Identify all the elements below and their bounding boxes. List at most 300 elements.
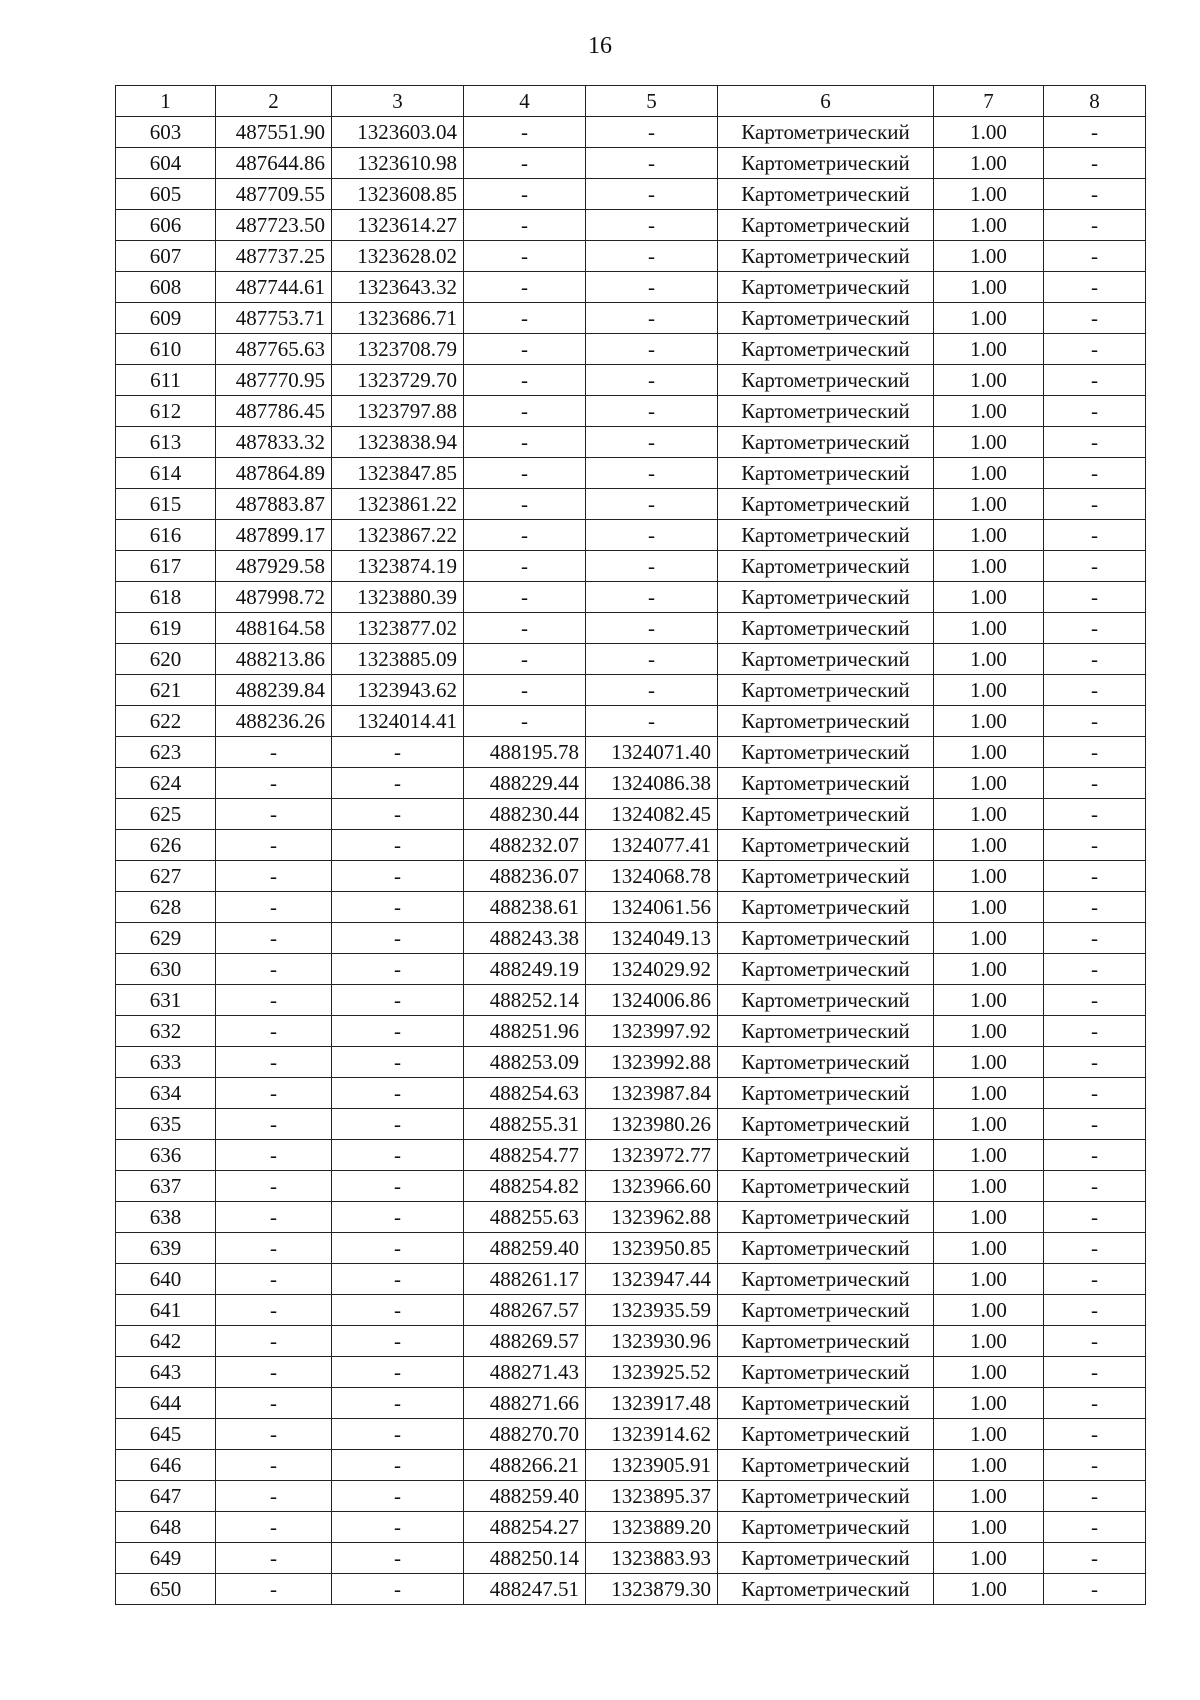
cell-x-new: - bbox=[464, 613, 586, 644]
coordinates-table bbox=[115, 85, 1146, 1605]
cell-point-number: 607 bbox=[116, 241, 216, 272]
cell-y-new: - bbox=[586, 489, 718, 520]
cell-y-new: - bbox=[586, 210, 718, 241]
cell-x-old: 487833.32 bbox=[216, 427, 332, 458]
cell-x-new: - bbox=[464, 179, 586, 210]
cell-point-number: 610 bbox=[116, 334, 216, 365]
cell-accuracy: 1.00 bbox=[934, 396, 1044, 427]
cell-accuracy: 1.00 bbox=[934, 1295, 1044, 1326]
table-row bbox=[116, 923, 1146, 954]
cell-x-old: - bbox=[216, 1233, 332, 1264]
cell-x-old: 487883.87 bbox=[216, 489, 332, 520]
cell-point-number: 619 bbox=[116, 613, 216, 644]
cell-y-new: 1324049.13 bbox=[586, 923, 718, 954]
cell-method: Картометрический bbox=[718, 365, 934, 396]
table-row bbox=[116, 396, 1146, 427]
cell-point-number: 643 bbox=[116, 1357, 216, 1388]
cell-x-new: 488254.27 bbox=[464, 1512, 586, 1543]
cell-description: - bbox=[1044, 582, 1146, 613]
table-row bbox=[116, 1078, 1146, 1109]
table-row bbox=[116, 334, 1146, 365]
cell-y-new: 1323883.93 bbox=[586, 1543, 718, 1574]
table-row bbox=[116, 1388, 1146, 1419]
cell-method: Картометрический bbox=[718, 954, 934, 985]
cell-accuracy: 1.00 bbox=[934, 1016, 1044, 1047]
cell-x-new: 488269.57 bbox=[464, 1326, 586, 1357]
cell-point-number: 650 bbox=[116, 1574, 216, 1605]
table-row bbox=[116, 1202, 1146, 1233]
cell-description: - bbox=[1044, 148, 1146, 179]
cell-y-old: - bbox=[332, 799, 464, 830]
cell-y-old: 1323838.94 bbox=[332, 427, 464, 458]
cell-description: - bbox=[1044, 1481, 1146, 1512]
table-row bbox=[116, 737, 1146, 768]
cell-point-number: 633 bbox=[116, 1047, 216, 1078]
cell-description: - bbox=[1044, 1047, 1146, 1078]
cell-accuracy: 1.00 bbox=[934, 1233, 1044, 1264]
cell-point-number: 614 bbox=[116, 458, 216, 489]
cell-description: - bbox=[1044, 985, 1146, 1016]
table-row bbox=[116, 1450, 1146, 1481]
cell-point-number: 647 bbox=[116, 1481, 216, 1512]
cell-x-old: - bbox=[216, 1171, 332, 1202]
table-row bbox=[116, 179, 1146, 210]
cell-x-new: - bbox=[464, 303, 586, 334]
cell-accuracy: 1.00 bbox=[934, 1078, 1044, 1109]
cell-x-new: 488271.66 bbox=[464, 1388, 586, 1419]
cell-point-number: 622 bbox=[116, 706, 216, 737]
cell-x-old: - bbox=[216, 985, 332, 1016]
cell-accuracy: 1.00 bbox=[934, 489, 1044, 520]
cell-description: - bbox=[1044, 737, 1146, 768]
page-number: 16 bbox=[588, 33, 612, 59]
cell-x-new: 488254.63 bbox=[464, 1078, 586, 1109]
cell-description: - bbox=[1044, 675, 1146, 706]
cell-y-new: - bbox=[586, 117, 718, 148]
cell-description: - bbox=[1044, 489, 1146, 520]
table-row bbox=[116, 1016, 1146, 1047]
cell-x-old: - bbox=[216, 923, 332, 954]
cell-method: Картометрический bbox=[718, 1047, 934, 1078]
cell-accuracy: 1.00 bbox=[934, 520, 1044, 551]
cell-method: Картометрический bbox=[718, 1171, 934, 1202]
cell-point-number: 634 bbox=[116, 1078, 216, 1109]
cell-y-new: 1324071.40 bbox=[586, 737, 718, 768]
cell-description: - bbox=[1044, 954, 1146, 985]
cell-point-number: 606 bbox=[116, 210, 216, 241]
cell-y-new: 1324077.41 bbox=[586, 830, 718, 861]
cell-y-new: 1323889.20 bbox=[586, 1512, 718, 1543]
cell-point-number: 616 bbox=[116, 520, 216, 551]
cell-accuracy: 1.00 bbox=[934, 613, 1044, 644]
cell-y-old: 1323847.85 bbox=[332, 458, 464, 489]
cell-description: - bbox=[1044, 1357, 1146, 1388]
cell-y-old: - bbox=[332, 1574, 464, 1605]
cell-point-number: 637 bbox=[116, 1171, 216, 1202]
cell-y-old: - bbox=[332, 830, 464, 861]
cell-method: Картометрический bbox=[718, 427, 934, 458]
cell-y-old: 1323880.39 bbox=[332, 582, 464, 613]
cell-point-number: 617 bbox=[116, 551, 216, 582]
cell-accuracy: 1.00 bbox=[934, 1202, 1044, 1233]
cell-method: Картометрический bbox=[718, 179, 934, 210]
table-row bbox=[116, 861, 1146, 892]
cell-method: Картометрический bbox=[718, 1016, 934, 1047]
header-cell-col-7: 7 bbox=[934, 86, 1044, 117]
cell-point-number: 636 bbox=[116, 1140, 216, 1171]
cell-x-new: 488252.14 bbox=[464, 985, 586, 1016]
cell-y-new: 1323972.77 bbox=[586, 1140, 718, 1171]
cell-y-old: - bbox=[332, 1109, 464, 1140]
cell-y-old: - bbox=[332, 985, 464, 1016]
cell-description: - bbox=[1044, 830, 1146, 861]
cell-y-old: - bbox=[332, 737, 464, 768]
cell-description: - bbox=[1044, 1264, 1146, 1295]
cell-y-new: 1324061.56 bbox=[586, 892, 718, 923]
cell-point-number: 623 bbox=[116, 737, 216, 768]
cell-method: Картометрический bbox=[718, 303, 934, 334]
cell-y-old: - bbox=[332, 1202, 464, 1233]
cell-description: - bbox=[1044, 179, 1146, 210]
cell-y-new: 1323997.92 bbox=[586, 1016, 718, 1047]
cell-description: - bbox=[1044, 427, 1146, 458]
cell-x-new: - bbox=[464, 365, 586, 396]
cell-x-old: 487723.50 bbox=[216, 210, 332, 241]
cell-x-old: 487899.17 bbox=[216, 520, 332, 551]
cell-method: Картометрический bbox=[718, 1264, 934, 1295]
cell-point-number: 604 bbox=[116, 148, 216, 179]
cell-y-new: 1323914.62 bbox=[586, 1419, 718, 1450]
cell-method: Картометрический bbox=[718, 458, 934, 489]
cell-description: - bbox=[1044, 365, 1146, 396]
table-row bbox=[116, 1419, 1146, 1450]
table-row bbox=[116, 489, 1146, 520]
cell-accuracy: 1.00 bbox=[934, 334, 1044, 365]
cell-x-old: - bbox=[216, 892, 332, 923]
cell-accuracy: 1.00 bbox=[934, 303, 1044, 334]
table-row bbox=[116, 210, 1146, 241]
cell-accuracy: 1.00 bbox=[934, 1357, 1044, 1388]
cell-x-old: 487709.55 bbox=[216, 179, 332, 210]
cell-method: Картометрический bbox=[718, 396, 934, 427]
cell-y-old: - bbox=[332, 1357, 464, 1388]
cell-method: Картометрический bbox=[718, 1357, 934, 1388]
cell-description: - bbox=[1044, 1574, 1146, 1605]
cell-x-old: - bbox=[216, 1481, 332, 1512]
table-row bbox=[116, 985, 1146, 1016]
table-row bbox=[116, 272, 1146, 303]
cell-y-old: - bbox=[332, 1419, 464, 1450]
table-row bbox=[116, 1357, 1146, 1388]
cell-accuracy: 1.00 bbox=[934, 117, 1044, 148]
cell-method: Картометрический bbox=[718, 1388, 934, 1419]
cell-method: Картометрический bbox=[718, 768, 934, 799]
cell-y-old: - bbox=[332, 1140, 464, 1171]
cell-x-new: - bbox=[464, 551, 586, 582]
cell-y-old: - bbox=[332, 1543, 464, 1574]
cell-x-old: 488164.58 bbox=[216, 613, 332, 644]
cell-description: - bbox=[1044, 334, 1146, 365]
cell-accuracy: 1.00 bbox=[934, 737, 1044, 768]
table-row bbox=[116, 1233, 1146, 1264]
table-row bbox=[116, 1140, 1146, 1171]
cell-x-old: - bbox=[216, 1047, 332, 1078]
cell-method: Картометрический bbox=[718, 551, 934, 582]
cell-x-old: - bbox=[216, 768, 332, 799]
header-cell-col-2: 2 bbox=[216, 86, 332, 117]
cell-y-new: 1323947.44 bbox=[586, 1264, 718, 1295]
cell-y-old: - bbox=[332, 1171, 464, 1202]
cell-y-old: - bbox=[332, 1512, 464, 1543]
cell-accuracy: 1.00 bbox=[934, 427, 1044, 458]
cell-accuracy: 1.00 bbox=[934, 1109, 1044, 1140]
cell-y-old: - bbox=[332, 861, 464, 892]
cell-description: - bbox=[1044, 861, 1146, 892]
cell-x-new: - bbox=[464, 520, 586, 551]
cell-y-new: - bbox=[586, 458, 718, 489]
cell-description: - bbox=[1044, 117, 1146, 148]
cell-x-old: - bbox=[216, 1078, 332, 1109]
cell-accuracy: 1.00 bbox=[934, 1171, 1044, 1202]
cell-point-number: 629 bbox=[116, 923, 216, 954]
cell-x-old: - bbox=[216, 1388, 332, 1419]
cell-description: - bbox=[1044, 1140, 1146, 1171]
cell-description: - bbox=[1044, 1202, 1146, 1233]
cell-description: - bbox=[1044, 1388, 1146, 1419]
table-row bbox=[116, 117, 1146, 148]
table-row bbox=[116, 1264, 1146, 1295]
cell-y-old: - bbox=[332, 1264, 464, 1295]
cell-x-old: - bbox=[216, 1295, 332, 1326]
table-row bbox=[116, 954, 1146, 985]
cell-x-old: - bbox=[216, 1016, 332, 1047]
table-row bbox=[116, 799, 1146, 830]
cell-point-number: 635 bbox=[116, 1109, 216, 1140]
cell-y-old: - bbox=[332, 1450, 464, 1481]
cell-y-new: - bbox=[586, 148, 718, 179]
cell-x-new: 488229.44 bbox=[464, 768, 586, 799]
cell-y-new: - bbox=[586, 582, 718, 613]
table-row bbox=[116, 427, 1146, 458]
cell-description: - bbox=[1044, 1543, 1146, 1574]
cell-x-new: 488261.17 bbox=[464, 1264, 586, 1295]
cell-y-new: - bbox=[586, 706, 718, 737]
cell-point-number: 625 bbox=[116, 799, 216, 830]
cell-description: - bbox=[1044, 1171, 1146, 1202]
cell-y-old: - bbox=[332, 1295, 464, 1326]
cell-x-old: - bbox=[216, 1450, 332, 1481]
cell-description: - bbox=[1044, 1512, 1146, 1543]
header-row bbox=[116, 86, 1146, 117]
cell-method: Картометрический bbox=[718, 1140, 934, 1171]
cell-accuracy: 1.00 bbox=[934, 1326, 1044, 1357]
cell-accuracy: 1.00 bbox=[934, 830, 1044, 861]
cell-point-number: 630 bbox=[116, 954, 216, 985]
table-row bbox=[116, 768, 1146, 799]
cell-x-old: - bbox=[216, 1512, 332, 1543]
cell-point-number: 612 bbox=[116, 396, 216, 427]
cell-x-new: - bbox=[464, 148, 586, 179]
cell-y-old: 1323643.32 bbox=[332, 272, 464, 303]
cell-x-new: - bbox=[464, 582, 586, 613]
cell-method: Картометрический bbox=[718, 737, 934, 768]
cell-x-old: 488239.84 bbox=[216, 675, 332, 706]
table-body bbox=[116, 117, 1146, 1605]
cell-accuracy: 1.00 bbox=[934, 179, 1044, 210]
cell-description: - bbox=[1044, 303, 1146, 334]
cell-accuracy: 1.00 bbox=[934, 892, 1044, 923]
table-row bbox=[116, 706, 1146, 737]
table-header bbox=[116, 86, 1146, 117]
cell-description: - bbox=[1044, 892, 1146, 923]
cell-accuracy: 1.00 bbox=[934, 1512, 1044, 1543]
cell-x-new: - bbox=[464, 241, 586, 272]
cell-y-old: 1323885.09 bbox=[332, 644, 464, 675]
cell-y-new: 1323950.85 bbox=[586, 1233, 718, 1264]
cell-y-new: 1324029.92 bbox=[586, 954, 718, 985]
cell-y-old: 1323628.02 bbox=[332, 241, 464, 272]
cell-x-new: - bbox=[464, 396, 586, 427]
cell-method: Картометрический bbox=[718, 613, 934, 644]
cell-method: Картометрический bbox=[718, 241, 934, 272]
cell-method: Картометрический bbox=[718, 1481, 934, 1512]
cell-y-old: 1323603.04 bbox=[332, 117, 464, 148]
cell-y-old: - bbox=[332, 923, 464, 954]
cell-x-new: 488254.82 bbox=[464, 1171, 586, 1202]
table-row bbox=[116, 644, 1146, 675]
cell-y-new: 1324082.45 bbox=[586, 799, 718, 830]
cell-description: - bbox=[1044, 768, 1146, 799]
cell-x-old: - bbox=[216, 737, 332, 768]
cell-description: - bbox=[1044, 706, 1146, 737]
table-row bbox=[116, 1512, 1146, 1543]
cell-point-number: 608 bbox=[116, 272, 216, 303]
table-row bbox=[116, 613, 1146, 644]
table-row bbox=[116, 1109, 1146, 1140]
cell-y-new: - bbox=[586, 427, 718, 458]
cell-x-old: 487737.25 bbox=[216, 241, 332, 272]
cell-point-number: 627 bbox=[116, 861, 216, 892]
cell-method: Картометрический bbox=[718, 861, 934, 892]
cell-y-old: - bbox=[332, 1078, 464, 1109]
cell-y-old: 1323797.88 bbox=[332, 396, 464, 427]
table-row bbox=[116, 520, 1146, 551]
cell-x-new: - bbox=[464, 644, 586, 675]
cell-y-old: 1323729.70 bbox=[332, 365, 464, 396]
cell-y-new: - bbox=[586, 644, 718, 675]
cell-x-new: - bbox=[464, 706, 586, 737]
cell-x-new: 488251.96 bbox=[464, 1016, 586, 1047]
cell-x-new: 488236.07 bbox=[464, 861, 586, 892]
cell-x-new: 488259.40 bbox=[464, 1233, 586, 1264]
cell-method: Картометрический bbox=[718, 117, 934, 148]
cell-y-new: 1323962.88 bbox=[586, 1202, 718, 1233]
cell-method: Картометрический bbox=[718, 1574, 934, 1605]
cell-y-new: - bbox=[586, 303, 718, 334]
cell-y-new: - bbox=[586, 334, 718, 365]
cell-y-new: - bbox=[586, 675, 718, 706]
cell-point-number: 613 bbox=[116, 427, 216, 458]
header-cell-col-6: 6 bbox=[718, 86, 934, 117]
cell-x-new: 488254.77 bbox=[464, 1140, 586, 1171]
cell-accuracy: 1.00 bbox=[934, 768, 1044, 799]
cell-x-old: 488213.86 bbox=[216, 644, 332, 675]
cell-method: Картометрический bbox=[718, 1450, 934, 1481]
cell-accuracy: 1.00 bbox=[934, 365, 1044, 396]
cell-x-new: 488249.19 bbox=[464, 954, 586, 985]
cell-x-old: - bbox=[216, 799, 332, 830]
cell-point-number: 611 bbox=[116, 365, 216, 396]
cell-description: - bbox=[1044, 520, 1146, 551]
cell-description: - bbox=[1044, 458, 1146, 489]
cell-y-old: - bbox=[332, 1233, 464, 1264]
cell-x-old: 487864.89 bbox=[216, 458, 332, 489]
cell-method: Картометрический bbox=[718, 148, 934, 179]
cell-accuracy: 1.00 bbox=[934, 1388, 1044, 1419]
cell-x-new: 488255.31 bbox=[464, 1109, 586, 1140]
cell-accuracy: 1.00 bbox=[934, 1264, 1044, 1295]
header-cell-col-5: 5 bbox=[586, 86, 718, 117]
cell-method: Картометрический bbox=[718, 520, 934, 551]
cell-y-new: 1323905.91 bbox=[586, 1450, 718, 1481]
cell-method: Картометрический bbox=[718, 582, 934, 613]
cell-point-number: 646 bbox=[116, 1450, 216, 1481]
cell-x-old: - bbox=[216, 1264, 332, 1295]
cell-point-number: 644 bbox=[116, 1388, 216, 1419]
cell-accuracy: 1.00 bbox=[934, 706, 1044, 737]
cell-y-new: 1323895.37 bbox=[586, 1481, 718, 1512]
cell-description: - bbox=[1044, 1450, 1146, 1481]
cell-y-old: 1323874.19 bbox=[332, 551, 464, 582]
cell-y-new: 1323879.30 bbox=[586, 1574, 718, 1605]
cell-method: Картометрический bbox=[718, 1233, 934, 1264]
cell-description: - bbox=[1044, 799, 1146, 830]
cell-method: Картометрический bbox=[718, 1078, 934, 1109]
cell-y-new: 1324086.38 bbox=[586, 768, 718, 799]
cell-description: - bbox=[1044, 272, 1146, 303]
cell-y-new: 1323930.96 bbox=[586, 1326, 718, 1357]
cell-point-number: 624 bbox=[116, 768, 216, 799]
cell-x-old: 487929.58 bbox=[216, 551, 332, 582]
cell-x-old: 487753.71 bbox=[216, 303, 332, 334]
cell-y-new: 1324068.78 bbox=[586, 861, 718, 892]
cell-y-old: 1323686.71 bbox=[332, 303, 464, 334]
cell-accuracy: 1.00 bbox=[934, 1450, 1044, 1481]
cell-y-new: - bbox=[586, 179, 718, 210]
cell-point-number: 609 bbox=[116, 303, 216, 334]
cell-x-old: - bbox=[216, 1326, 332, 1357]
cell-y-new: 1323917.48 bbox=[586, 1388, 718, 1419]
cell-y-new: 1323992.88 bbox=[586, 1047, 718, 1078]
cell-y-old: - bbox=[332, 1388, 464, 1419]
table-row bbox=[116, 1047, 1146, 1078]
cell-description: - bbox=[1044, 1078, 1146, 1109]
cell-accuracy: 1.00 bbox=[934, 954, 1044, 985]
cell-point-number: 638 bbox=[116, 1202, 216, 1233]
cell-accuracy: 1.00 bbox=[934, 644, 1044, 675]
cell-description: - bbox=[1044, 644, 1146, 675]
cell-point-number: 603 bbox=[116, 117, 216, 148]
cell-description: - bbox=[1044, 1419, 1146, 1450]
cell-accuracy: 1.00 bbox=[934, 1481, 1044, 1512]
cell-point-number: 621 bbox=[116, 675, 216, 706]
cell-x-old: 487551.90 bbox=[216, 117, 332, 148]
cell-description: - bbox=[1044, 551, 1146, 582]
cell-x-new: - bbox=[464, 210, 586, 241]
cell-point-number: 632 bbox=[116, 1016, 216, 1047]
cell-y-new: 1323987.84 bbox=[586, 1078, 718, 1109]
cell-method: Картометрический bbox=[718, 334, 934, 365]
